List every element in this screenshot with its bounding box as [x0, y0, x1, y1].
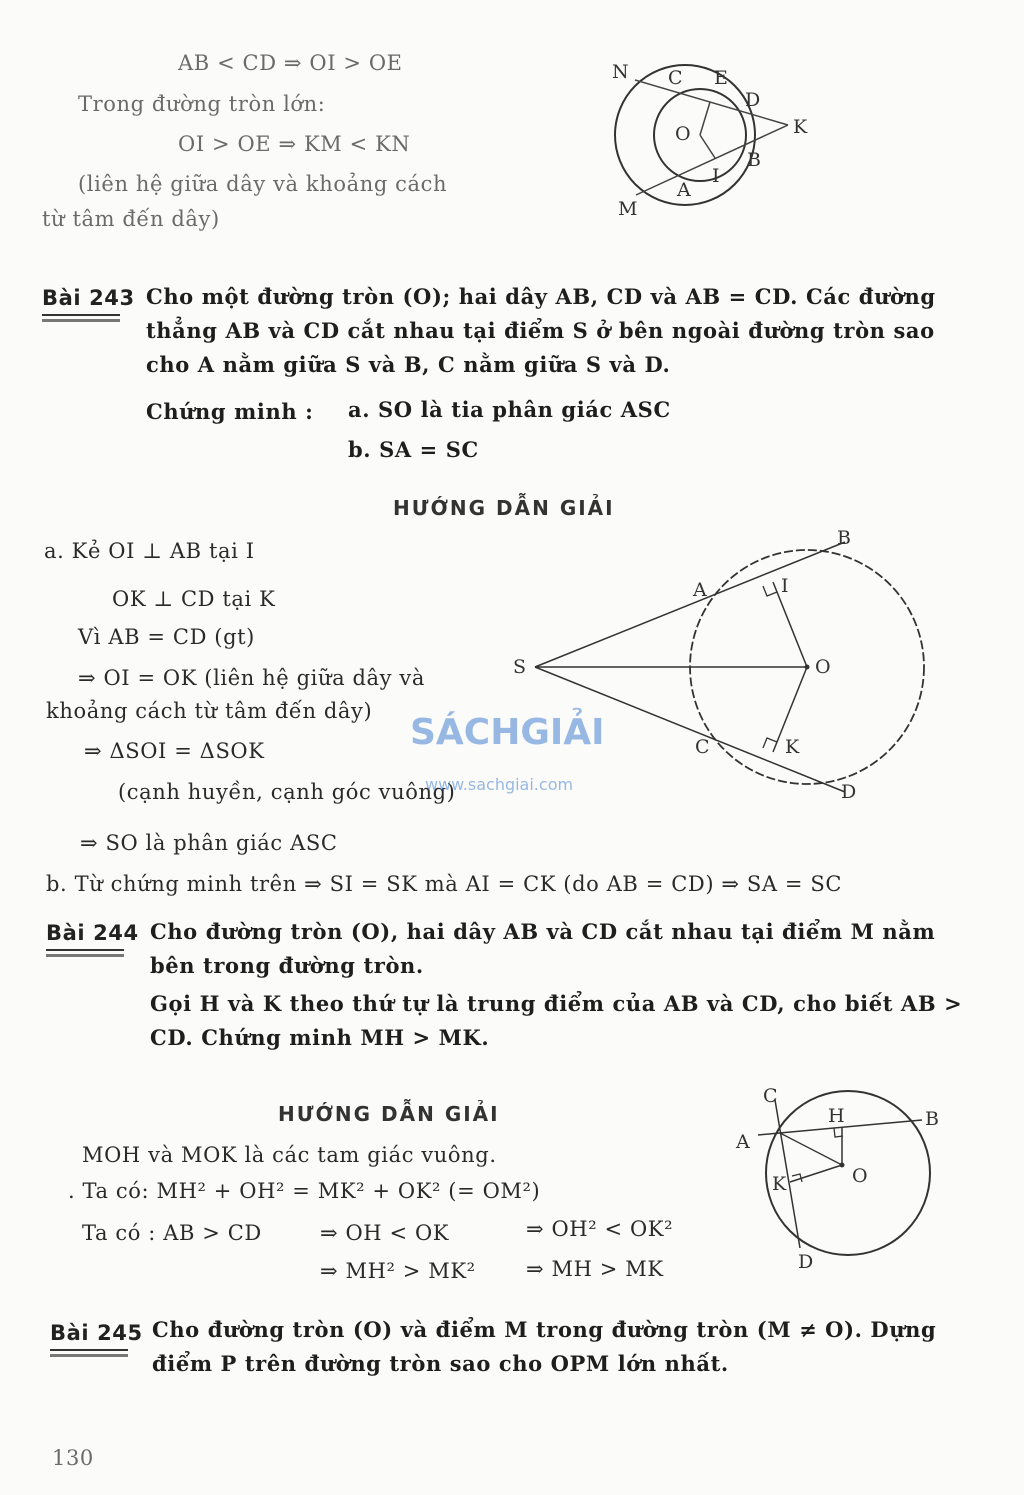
- fig1-label-D: D: [745, 89, 761, 111]
- bai-243-step-7: (cạnh huyền, cạnh góc vuông): [118, 780, 456, 804]
- bai-243-step-3: Vì AB = CD (gt): [78, 625, 255, 649]
- bai-243-claim-a: a. SO là tia phân giác ASC: [348, 397, 671, 422]
- top-line-3: OI > OE ⇒ KM < KN: [178, 132, 411, 156]
- bai-243-claim-b: b. SA = SC: [348, 437, 479, 462]
- bai-244-step-3a: Ta có : AB > CD: [82, 1221, 262, 1245]
- bai-244-step-3c: ⇒ OH² < OK²: [526, 1217, 674, 1241]
- fig1-label-K: K: [793, 116, 808, 138]
- figure-concentric-circles: [600, 40, 820, 230]
- watermark-url: www.sachgiai.com: [425, 775, 574, 794]
- page-number: 130: [52, 1446, 94, 1470]
- fig2-label-C: C: [695, 736, 710, 758]
- bai-245-problem-line-1: Cho đường tròn (O) và điểm M trong đường tròn (M ≠ O). Dựng: [152, 1317, 937, 1342]
- bai-243-step-9: b. Từ chứng minh trên ⇒ SI = SK mà AI = CK (do AB = CD) ⇒ SA = SC: [46, 872, 843, 896]
- fig3-label-A: A: [736, 1131, 750, 1153]
- fig3-label-O: O: [852, 1165, 868, 1187]
- figure-bai-244: [730, 1080, 960, 1280]
- bai-243-step-6: ⇒ ΔSOI = ΔSOK: [84, 739, 265, 763]
- fig1-label-O: O: [675, 123, 691, 145]
- bai-245-underline-2: [50, 1354, 128, 1357]
- bai-244-underline-2: [46, 954, 124, 957]
- bai-244-problem-line-1: Cho đường tròn (O), hai dây AB và CD cắt nhau tại điểm M nằm: [150, 919, 936, 944]
- bai-245-problem-line-2: điểm P trên đường tròn sao cho OPM lớn nhất.: [152, 1351, 729, 1376]
- fig3-label-H: H: [828, 1105, 845, 1127]
- bai-243-solution-heading: HƯỚNG DẪN GIẢI: [393, 496, 615, 520]
- bai-244-step-2: . Ta có: MH² + OH² = MK² + OK² (= OM²): [68, 1179, 541, 1203]
- bai-243-step-2: OK ⊥ CD tại K: [112, 587, 276, 611]
- fig2-label-B: B: [837, 527, 851, 549]
- fig1-label-M: M: [618, 198, 638, 220]
- fig1-label-E: E: [714, 67, 728, 89]
- fig3-label-D: D: [798, 1251, 814, 1273]
- top-line-1: AB < CD ⇒ OI > OE: [178, 51, 403, 75]
- fig2-label-K: K: [785, 736, 800, 758]
- bai-243-underline: [42, 314, 120, 316]
- bai-243-step-4: ⇒ OI = OK (liên hệ giữa dây và: [78, 666, 425, 690]
- bai-244-step-3b: ⇒ OH < OK: [320, 1221, 450, 1245]
- fig3-label-B: B: [925, 1108, 939, 1130]
- bai-243-underline-2: [42, 319, 120, 322]
- figure-bai-243: [505, 527, 935, 810]
- bai-243-problem-line-3: cho A nằm giữa S và B, C nằm giữa S và D.: [146, 352, 671, 377]
- top-line-5: từ tâm đến dây): [42, 207, 220, 231]
- fig2-label-O: O: [815, 656, 831, 678]
- bai-243-prove-label: Chứng minh :: [146, 399, 314, 424]
- bai-244-problem-line-2: bên trong đường tròn.: [150, 953, 424, 978]
- bai-244-label: Bài 244: [46, 921, 139, 945]
- bai-243-step-1: a. Kẻ OI ⊥ AB tại I: [44, 539, 255, 563]
- fig1-label-I: I: [712, 165, 720, 187]
- bai-243-step-8: ⇒ SO là phân giác ASC: [80, 831, 338, 855]
- fig2-label-A: A: [693, 579, 707, 601]
- bai-243-problem-line-1: Cho một đường tròn (O); hai dây AB, CD và AB = CD. Các đường: [146, 284, 936, 309]
- fig1-label-N: N: [612, 61, 629, 83]
- bai-244-solution-heading: HƯỚNG DẪN GIẢI: [278, 1102, 500, 1126]
- bai-245-label: Bài 245: [50, 1321, 143, 1345]
- fig1-label-B: B: [747, 149, 761, 171]
- fig2-label-I: I: [781, 575, 789, 597]
- bai-244-problem-line-4: CD. Chứng minh MH > MK.: [150, 1025, 490, 1050]
- watermark-brand: SÁCHGIẢI: [410, 712, 605, 753]
- fig2-label-S: S: [513, 656, 527, 678]
- bai-243-problem-line-2: thẳng AB và CD cắt nhau tại điểm S ở bên ngoài đường tròn sao: [146, 318, 935, 343]
- top-line-4: (liên hệ giữa dây và khoảng cách: [78, 172, 448, 196]
- bai-243-step-5: khoảng cách từ tâm đến dây): [46, 699, 373, 723]
- bai-244-step-1: MOH và MOK là các tam giác vuông.: [82, 1143, 497, 1167]
- bai-244-step-4b: ⇒ MH > MK: [526, 1257, 664, 1281]
- bai-245-underline: [50, 1349, 128, 1351]
- fig1-label-A: A: [677, 179, 691, 201]
- fig1-label-C: C: [668, 67, 683, 89]
- bai-243-label: Bài 243: [42, 286, 135, 310]
- bai-244-problem-line-3: Gọi H và K theo thứ tự là trung điểm của AB và CD, cho biết AB >: [150, 991, 963, 1016]
- bai-244-step-4a: ⇒ MH² > MK²: [320, 1259, 476, 1283]
- fig3-label-C: C: [763, 1085, 778, 1107]
- fig2-label-D: D: [841, 781, 857, 803]
- bai-244-underline: [46, 949, 124, 951]
- fig3-label-K: K: [772, 1173, 787, 1195]
- top-line-2: Trong đường tròn lớn:: [78, 92, 326, 116]
